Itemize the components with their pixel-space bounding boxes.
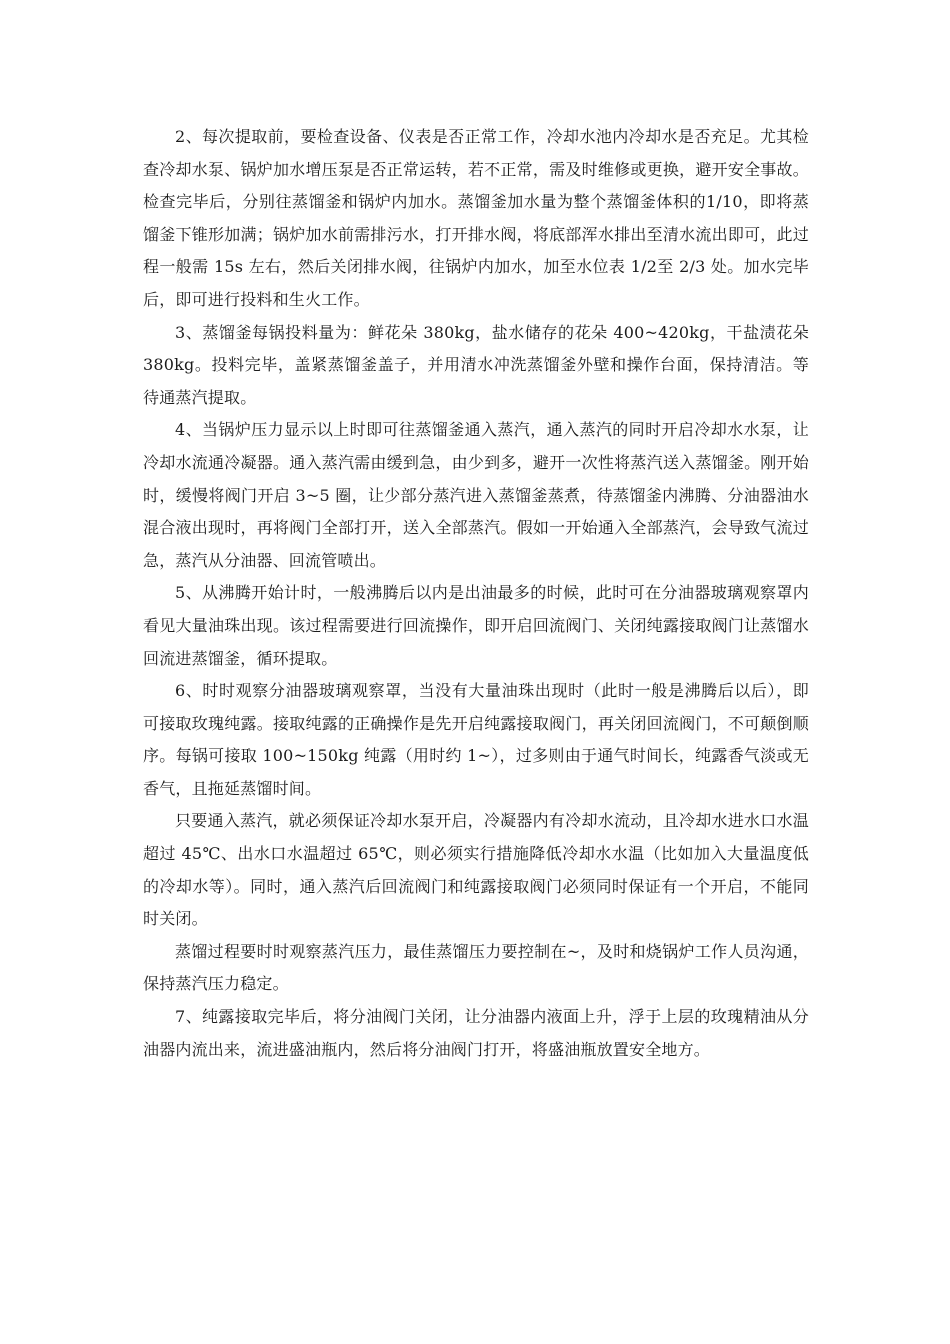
paragraph-cooling-note: 只要通入蒸汽，就必须保证冷却水泵开启，冷凝器内有冷却水流动，且冷却水进水口水温超过 45℃、出水口水温超过 65℃，则必须实行措施降低冷却水水温（比如加入大量温度低的冷却水等）。同时，通入蒸汽后回流阀门和纯露接取阀门必须同时保证有一个开启，不能同时关闭。 [143,811,809,929]
paragraph-pressure-note: 蒸馏过程要时时观察蒸汽压力，最佳蒸馏压力要控制在~，及时和烧锅炉工作人员沟通，保持蒸汽压力稳定。 [143,941,809,994]
paragraph-step-7: 7、纯露接取完毕后，将分油阀门关闭，让分油器内液面上升，浮于上层的玫瑰精油从分油器内流出来，流进盛油瓶内，然后将分油阀门打开，将盛油瓶放置安全地方。 [143,1007,809,1059]
paragraph-step-4: 4、当锅炉压力显示以上时即可往蒸馏釜通入蒸汽，通入蒸汽的同时开启冷却水水泵，让冷却水流通冷凝器。通入蒸汽需由缓到急，由少到多，避开一次性将蒸汽送入蒸馏釜。刚开始时，缓慢将阀门开启 3~5 圈，让少部分蒸汽进入蒸馏釜蒸煮，待蒸馏釜内沸腾、分油器油水混合液出现时，再将阀门全部打开，送入全部蒸汽。假如一开始通入全部蒸汽，会导致气流过急，蒸汽从分油器、回流管喷出。 [143,420,809,570]
paragraph-step-5: 5、从沸腾开始计时，一般沸腾后以内是出油最多的时候，此时可在分油器玻璃观察罩内看见大量油珠出现。该过程需要进行回流操作，即开启回流阀门、关闭纯露接取阀门让蒸馏水回流进蒸馏釜，循环提取。 [143,583,809,668]
paragraph-step-3: 3、蒸馏釜每锅投料量为：鲜花朵 380kg，盐水储存的花朵 400~420kg，干盐渍花朵 380kg。投料完毕，盖紧蒸馏釜盖子，并用清水冲洗蒸馏釜外壁和操作台面，保持清洁。等待通蒸汽提取。 [143,322,809,407]
document-body [143,121,809,1066]
paragraph-step-6: 6、时时观察分油器玻璃观察罩，当没有大量油珠出现时（此时一般是沸腾后以后），即可接取玫瑰纯露。接取纯露的正确操作是先开启纯露接取阀门，再关闭回流阀门，不可颠倒顺序。每锅可接取 100~150kg 纯露（用时约 1~），过多则由于通气时间长，纯露香气淡或无香气，且拖延蒸馏时间。 [143,681,809,798]
paragraph-step-2: 2、每次提取前，要检查设备、仪表是否正常工作，冷却水池内冷却水是否充足。尤其检查冷却水泵、锅炉加水增压泵是否正常运转，若不正常，需及时维修或更换，避开安全事故。检查完毕后，分别往蒸馏釜和锅炉内加水。蒸馏釜加水量为整个蒸馏釜体积的1/10，即将蒸馏釜下锥形加满；锅炉加水前需排污水，打开排水阀，将底部浑水排出至清水流出即可，此过程一般需 15s 左右，然后关闭排水阀，往锅炉内加水，加至水位表 1/2至 2/3 处。加水完毕后，即可进行投料和生火工作。 [143,127,809,309]
